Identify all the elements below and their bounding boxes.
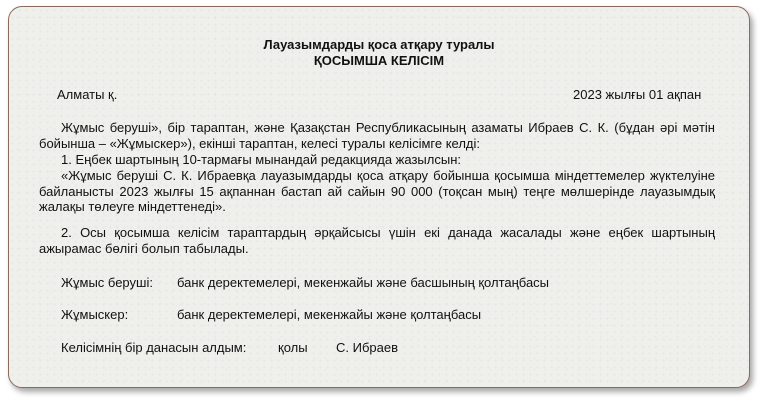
employee-label: Жұмыскер: xyxy=(61,307,129,322)
received-label: Келісімнің бір данасын алдым: xyxy=(61,340,247,355)
signature-name: С. Ибраев xyxy=(336,340,398,355)
date: 2023 жылғы 01 ақпан xyxy=(573,87,702,102)
item-2: 2. Осы қосымша келісім тараптардың әрқайсысы үшін екі данада жасалады және еңбек шартының ажырамас бөлігі болып табылады. xyxy=(39,225,715,256)
intro-paragraph: Жұмыс беруші», бір тараптан, және Қазақстан Республикасының азаматы Ибраев С. К. (бұдан әрі мәтін бойынша – «Жұмыскер»), екінші тараптан, келесі туралы келісімге келді: xyxy=(39,120,715,151)
employer-label: Жұмыс беруші: xyxy=(61,275,153,290)
document-sheet xyxy=(8,6,750,388)
employee-value: банк деректемелері, мекенжайы және қолтаңбасы xyxy=(177,307,482,322)
document-subtitle: ҚОСЫМША КЕЛІСІМ xyxy=(313,53,445,68)
item-1: 1. Еңбек шартының 10-тармағы мынандай редакцияда жазылсын: xyxy=(61,152,461,167)
city: Алматы қ. xyxy=(57,87,118,102)
employer-value: банк деректемелері, мекенжайы және басшының қолтаңбасы xyxy=(177,275,550,290)
signature-label: қолы xyxy=(278,340,308,355)
document-title: Лауазымдарды қоса атқару туралы xyxy=(263,37,495,52)
quote-paragraph: «Жұмыс беруші С. К. Ибраевқа лауазымдарды қоса атқару бойынша қосымша міндеттемелер жүктелуіне байланысты 2023 жылғы 15 ақпаннан бастап ай сайын 90 000 (тоқсан мың) теңге мөлшерінде лауазымдық жалақы төлеуге міндеттенеді». xyxy=(39,168,715,214)
